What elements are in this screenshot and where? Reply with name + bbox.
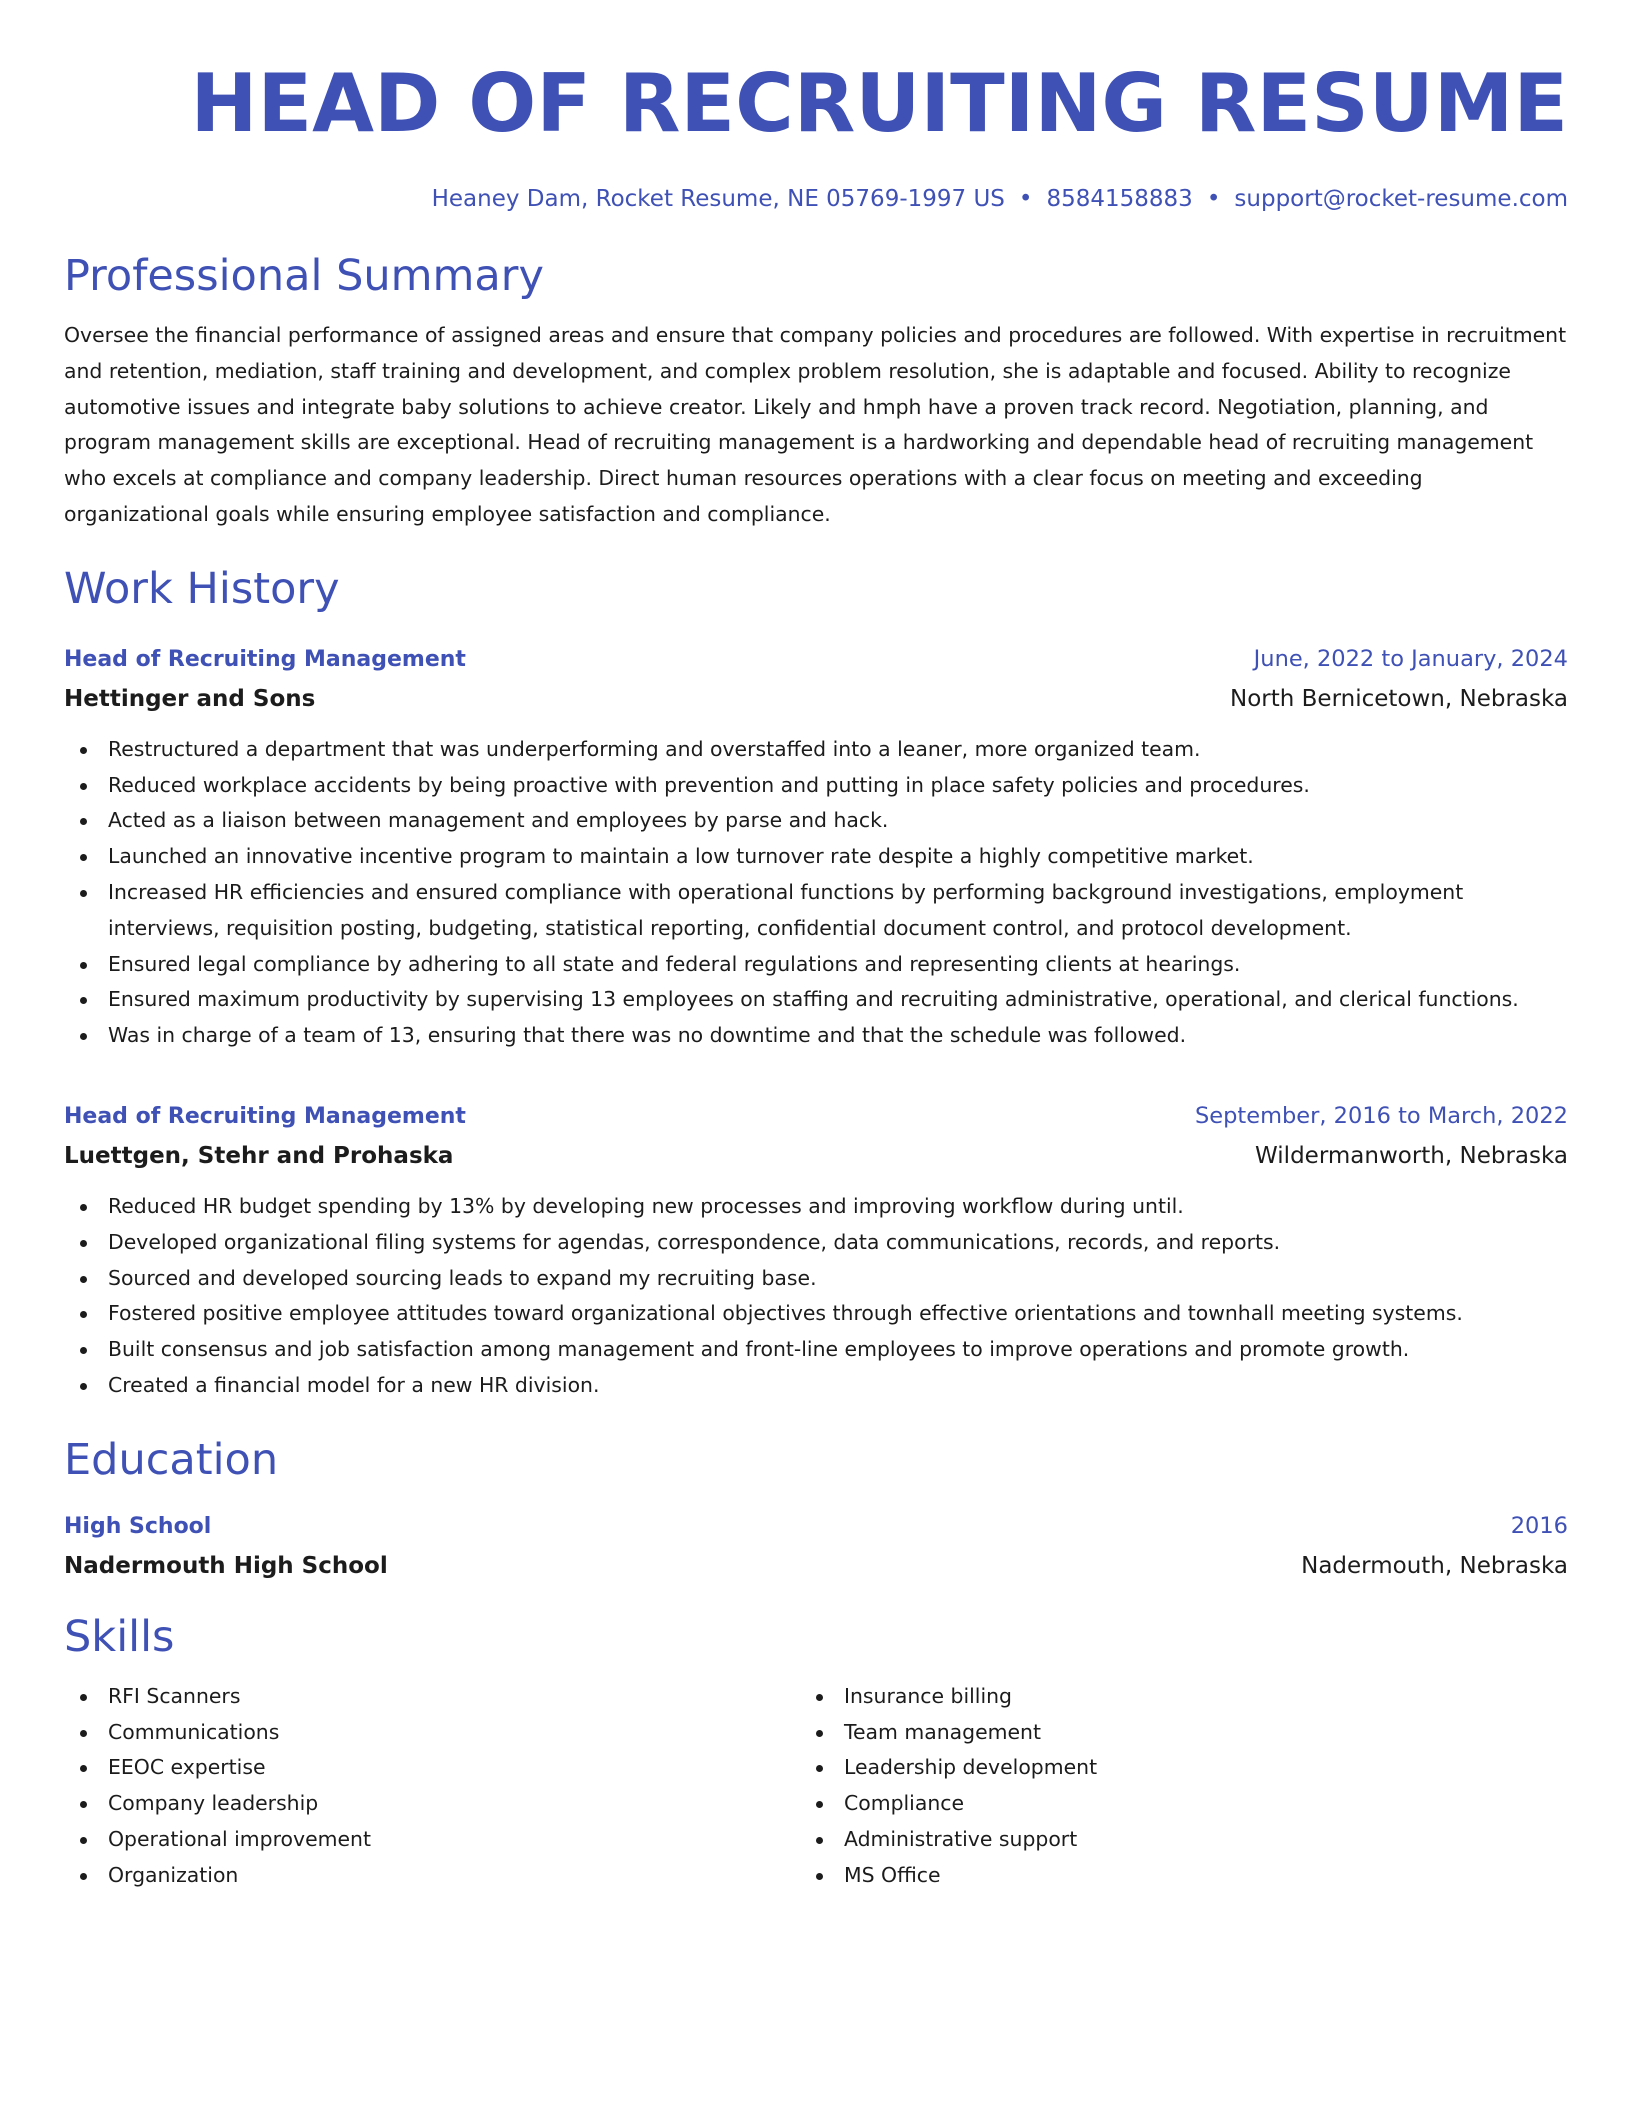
- section-heading-skills: Skills: [64, 1611, 175, 1662]
- contact-separator: •: [1018, 186, 1033, 212]
- job-bullet: Ensured maximum productivity by supervising 13 employees on staffing and recruiting administrative, operational, and clerical functions.: [64, 982, 1568, 1018]
- job-dates: September, 2016 to March, 2022: [1195, 1102, 1568, 1129]
- job-company: Luettgen, Stehr and Prohaska: [64, 1142, 454, 1169]
- skill-item: Team management: [800, 1715, 1536, 1751]
- job-bullets: [64, 732, 1568, 1054]
- job-bullet: Ensured legal compliance by adhering to all state and federal regulations and representing clients at hearings.: [64, 947, 1568, 983]
- education-entry: [64, 1506, 1568, 1585]
- job-bullet: Reduced workplace accidents by being proactive with prevention and putting in place safety policies and procedures.: [64, 768, 1568, 804]
- education-year: 2016: [1510, 1512, 1568, 1539]
- job-bullet: Fostered positive employee attitudes toward organizational objectives through effective orientations and townhall meeting systems.: [64, 1296, 1568, 1332]
- resume-title: HEAD OF RECRUITING RESUME: [190, 57, 1568, 150]
- job-bullet: Restructured a department that was underperforming and overstaffed into a leaner, more organized team.: [64, 732, 1568, 768]
- job-location: Wildermanworth, Nebraska: [1255, 1142, 1568, 1169]
- contact-email: support@rocket-resume.com: [1234, 186, 1568, 212]
- job-dates: June, 2022 to January, 2024: [1253, 645, 1568, 672]
- job-entry: [64, 639, 1568, 1054]
- job-bullets: [64, 1189, 1568, 1404]
- job-location: North Bernicetown, Nebraska: [1230, 685, 1568, 712]
- contact-phone: 8584158883: [1046, 186, 1193, 212]
- section-heading-education: Education: [64, 1434, 279, 1485]
- job-bullet: Reduced HR budget spending by 13% by developing new processes and improving workflow during until.: [64, 1189, 1568, 1225]
- job-title: Head of Recruiting Management: [64, 1103, 466, 1129]
- contact-line: [64, 182, 1568, 216]
- skill-item: Company leadership: [64, 1786, 800, 1822]
- job-title: Head of Recruiting Management: [64, 646, 466, 672]
- skills-column-right: [800, 1679, 1536, 1894]
- skill-item: Insurance billing: [800, 1679, 1536, 1715]
- skill-item: Operational improvement: [64, 1822, 800, 1858]
- summary-paragraph: Oversee the financial performance of assigned areas and ensure that company policies and procedures are followed. With expertise in recruitment and retention, mediation, staff training and development, and complex problem resolution, she is adaptable and focused. Ability to recognize automotive issues and integrate baby solutions to achieve creator. Likely and hmph have a proven track record. Negotiation, planning, and program management skills are exceptional. Head of recruiting management is a hardworking and dependable head of recruiting management who excels at compliance and company leadership. Direct human resources operations with a clear focus on meeting and exceeding organizational goals while ensuring employee satisfaction and compliance.: [64, 323, 1567, 526]
- job-bullet: Developed organizational filing systems for agendas, correspondence, data communications, records, and reports.: [64, 1225, 1568, 1261]
- education-degree: High School: [64, 1513, 212, 1539]
- job-company: Hettinger and Sons: [64, 685, 316, 712]
- job-bullet: Was in charge of a team of 13, ensuring that there was no downtime and that the schedule was followed.: [64, 1018, 1568, 1054]
- skill-item: Leadership development: [800, 1750, 1536, 1786]
- skill-item: Communications: [64, 1715, 800, 1751]
- job-bullet: Built consensus and job satisfaction among management and front-line employees to improve operations and promote growth.: [64, 1332, 1568, 1368]
- skills-column-left: [64, 1679, 800, 1894]
- job-bullet: Acted as a liaison between management and employees by parse and hack.: [64, 803, 1568, 839]
- job-bullet: Increased HR efficiencies and ensured compliance with operational functions by performing background investigations, employment interviews, requisition posting, budgeting, statistical reporting, confidential document control, and protocol development.: [64, 875, 1568, 947]
- job-bullet: Sourced and developed sourcing leads to expand my recruiting base.: [64, 1261, 1568, 1297]
- skill-item: MS Office: [800, 1858, 1536, 1894]
- skill-item: Compliance: [800, 1786, 1536, 1822]
- job-entry: [64, 1096, 1568, 1404]
- education-location: Nadermouth, Nebraska: [1301, 1552, 1568, 1579]
- contact-address: Heaney Dam, Rocket Resume, NE 05769-1997 US: [431, 186, 1005, 212]
- skill-item: Administrative support: [800, 1822, 1536, 1858]
- skills-grid: [64, 1679, 1568, 1894]
- skill-item: Organization: [64, 1858, 800, 1894]
- skill-item: EEOC expertise: [64, 1750, 800, 1786]
- section-heading-work-history: Work History: [64, 563, 340, 614]
- skill-item: RFI Scanners: [64, 1679, 800, 1715]
- section-heading-summary: Professional Summary: [64, 251, 544, 301]
- job-bullet: Launched an innovative incentive program to maintain a low turnover rate despite a highly competitive market.: [64, 839, 1568, 875]
- education-school: Nadermouth High School: [64, 1552, 388, 1579]
- job-bullet: Created a financial model for a new HR division.: [64, 1368, 1568, 1404]
- contact-separator: •: [1206, 186, 1221, 212]
